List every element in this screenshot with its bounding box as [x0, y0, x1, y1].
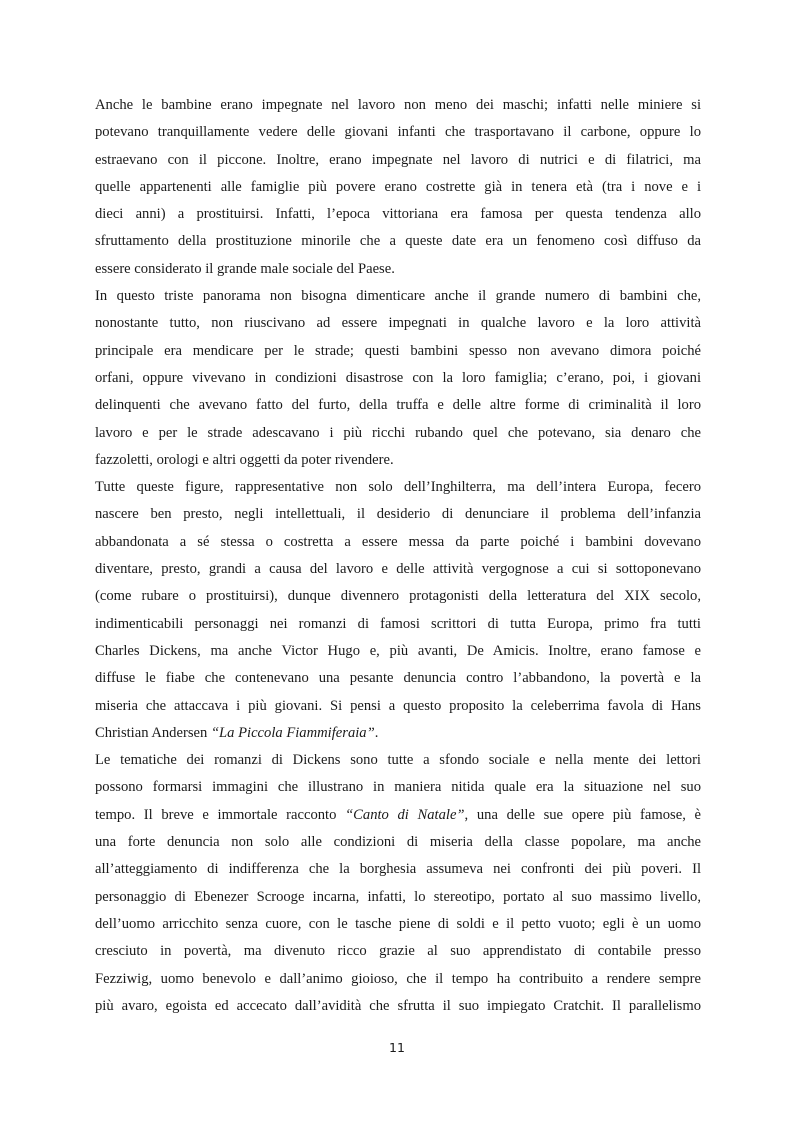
body-text [95, 92, 701, 1020]
text-run: lavoro e per le strade adescavano i più ricchi rubando quel che potevano, sia denaro che [95, 424, 701, 441]
italic-title: “La Piccola Fiammiferaia” [210, 724, 375, 741]
text-line [95, 529, 701, 556]
text-run: indimenticabili personaggi nei romanzi di famosi scrittori di tutta Europa, primo fra tutti [95, 615, 701, 632]
text-run: , una delle sue opere più famose, è [464, 806, 701, 823]
text-run: Tutte queste figure, rappresentative non solo dell’Inghilterra, ma dell’intera Europa, fecero [95, 479, 701, 496]
text-line [95, 447, 701, 474]
text-run: possono formarsi immagini che illustrano in maniera nitida quale era la situazione nel suo [95, 779, 701, 796]
text-line [95, 665, 701, 692]
text-line [95, 774, 701, 801]
text-run: Fezziwig, uomo benevolo e dall’animo gioioso, che il tempo ha contribuito a rendere sempre [95, 970, 701, 987]
text-line [95, 966, 701, 993]
text-line [95, 174, 701, 201]
text-run: . [374, 724, 379, 741]
text-line [95, 338, 701, 365]
text-line [95, 638, 701, 665]
text-run: Anche le bambine erano impegnate nel lavoro non meno dei maschi; infatti nelle miniere si [95, 97, 701, 113]
text-line [95, 310, 701, 337]
text-run: Charles Dickens, ma anche Victor Hugo e, più avanti, De Amicis. Inoltre, erano famose e [95, 642, 701, 659]
text-line [95, 201, 701, 228]
text-line [95, 501, 701, 528]
text-run: nascere ben presto, negli intellettuali, il desiderio di denunciare il problema dell’infanzia [95, 506, 701, 523]
text-run: (come rubare o prostituirsi), dunque divennero protagonisti della letteratura del XIX secolo, [95, 588, 701, 605]
text-line [95, 92, 701, 119]
text-run: estraevano con il piccone. Inoltre, erano impegnate nel lavoro di nutrici e di filatrici, ma [95, 151, 701, 168]
text-line [95, 747, 701, 774]
italic-title: “Canto di Natale” [345, 806, 465, 823]
text-line [95, 420, 701, 447]
text-line [95, 938, 701, 965]
text-run: abbandonata a sé stessa o costretta a essere messa da parte poiché i bambini dovevano [95, 533, 701, 550]
text-line [95, 474, 701, 501]
text-line [95, 556, 701, 583]
text-run: personaggio di Ebenezer Scrooge incarna, infatti, lo stereotipo, portato al suo massimo livello, [95, 888, 701, 905]
text-line [95, 283, 701, 310]
page-number: 11 [389, 1040, 405, 1055]
text-run: delinquenti che avevano fatto del furto, della truffa e delle altre forme di criminalità il loro [95, 397, 701, 414]
text-line [95, 829, 701, 856]
text-run: quelle appartenenti alle famiglie più povere erano costrette già in tenera età (tra i nove e i [95, 178, 701, 195]
text-run: Le tematiche dei romanzi di Dickens sono tutte a sfondo sociale e nella mente dei lettori [95, 752, 701, 769]
text-run: all’atteggiamento di indifferenza che la borghesia assumeva nei confronti dei più poveri. Il [95, 861, 701, 878]
text-line [95, 911, 701, 938]
text-run: dieci anni) a prostituirsi. Infatti, l’epoca vittoriana era famosa per questa tendenza allo [95, 206, 701, 223]
text-line [95, 365, 701, 392]
text-run: diventare, presto, grandi a causa del lavoro e delle attività vergognose a cui si sottoponevano [95, 561, 701, 578]
text-run: una forte denuncia non solo alle condizioni di miseria della classe popolare, ma anche [95, 834, 701, 851]
text-line [95, 693, 701, 720]
text-run: In questo triste panorama non bisogna dimenticare anche il grande numero di bambini che, [95, 288, 701, 305]
text-run: dell’uomo arricchito senza cuore, con le tasche piene di soldi e il petto vuoto; egli è un uomo [95, 915, 701, 932]
text-run: principale era mendicare per le strade; questi bambini spesso non avevano dimora poiché [95, 342, 701, 359]
text-run: fazzoletti, orologi e altri oggetti da poter rivendere. [95, 451, 394, 468]
text-line [95, 802, 701, 829]
text-line [95, 720, 701, 747]
text-run: Christian Andersen [95, 724, 211, 741]
text-run: essere considerato il grande male sociale del Paese. [95, 260, 395, 277]
text-run: diffuse le fiabe che contenevano una pesante denuncia contro l’abbandono, la povertà e la [95, 670, 701, 687]
text-line [95, 856, 701, 883]
text-line [95, 993, 701, 1020]
text-run: orfani, oppure vivevano in condizioni disastrose con la loro famiglia; c’erano, poi, i giovani [95, 369, 701, 386]
text-line [95, 147, 701, 174]
text-run: cresciuto in povertà, ma divenuto ricco grazie al suo apprendistato di contabile presso [95, 943, 701, 960]
text-run: tempo. Il breve e immortale racconto [95, 806, 346, 823]
text-run: più avaro, egoista ed accecato dall’avidità che sfrutta il suo impiegato Cratchit. Il parallelismo [95, 997, 701, 1014]
text-line [95, 119, 701, 146]
text-run: miseria che attaccava i più giovani. Si pensi a questo proposito la celeberrima favola di Hans [95, 697, 701, 714]
text-line [95, 228, 701, 255]
text-run: potevano tranquillamente vedere delle giovani infanti che trasportavano il carbone, oppure lo [95, 124, 701, 141]
text-run: nonostante tutto, non riuscivano ad essere impegnati in qualche lavoro e la loro attività [95, 315, 701, 332]
text-line [95, 611, 701, 638]
text-line [95, 256, 701, 283]
text-line [95, 884, 701, 911]
text-run: sfruttamento della prostituzione minorile che a queste date era un fenomeno così diffuso da [95, 233, 701, 250]
text-line [95, 392, 701, 419]
text-line [95, 583, 701, 610]
